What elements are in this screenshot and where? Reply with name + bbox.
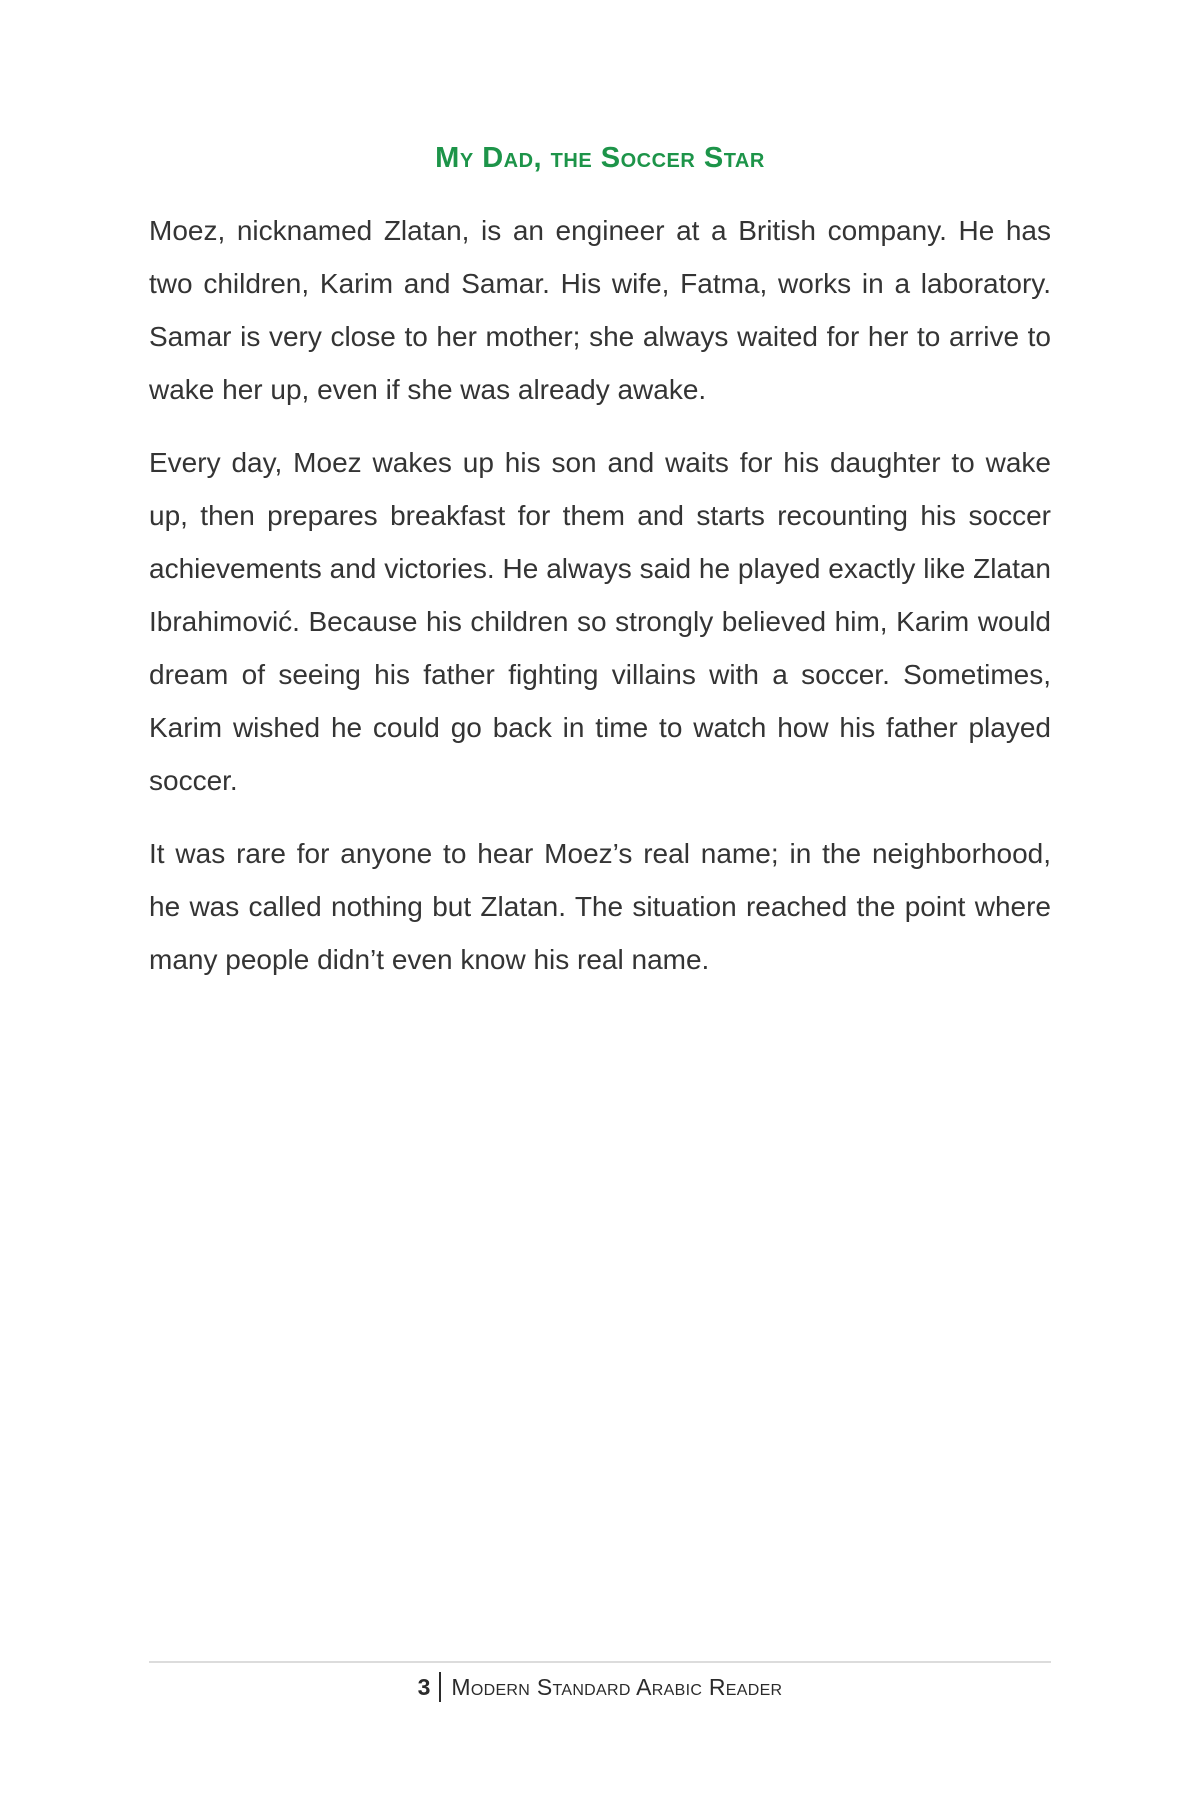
book-title: Modern Standard Arabic Reader bbox=[451, 1673, 783, 1700]
page-number: 3 bbox=[417, 1673, 431, 1700]
footer-separator bbox=[439, 1672, 441, 1702]
footer-divider bbox=[149, 1661, 1051, 1663]
paragraph-2: Every day, Moez wakes up his son and waits for his daughter to wake up, then prepares breakfast for them and starts recounting his soccer achievements and victories. He always said he played exactly like Zlatan Ibrahimović. Because his children so strongly believed him, Karim would dream of seeing his father fighting villains with a soccer. Sometimes, Karim wished he could go back in time to watch how his father played soccer. bbox=[149, 447, 1051, 796]
page-footer bbox=[149, 1661, 1051, 1702]
paragraph-3: It was rare for anyone to hear Moez’s real name; in the neighborhood, he was called nothing but Zlatan. The situation reached the point where many people didn’t even know his real name. bbox=[149, 838, 1051, 975]
text-column bbox=[149, 0, 1051, 986]
story-body bbox=[149, 204, 1051, 986]
paragraph-1: Moez, nicknamed Zlatan, is an engineer at a British company. He has two children, Karim and Samar. His wife, Fatma, works in a laboratory. Samar is very close to her mother; she always waited for her to arrive to wake her up, even if she was already awake. bbox=[149, 215, 1051, 405]
footer-text-line bbox=[149, 1672, 1051, 1702]
chapter-title: My Dad, the Soccer Star bbox=[435, 142, 765, 174]
